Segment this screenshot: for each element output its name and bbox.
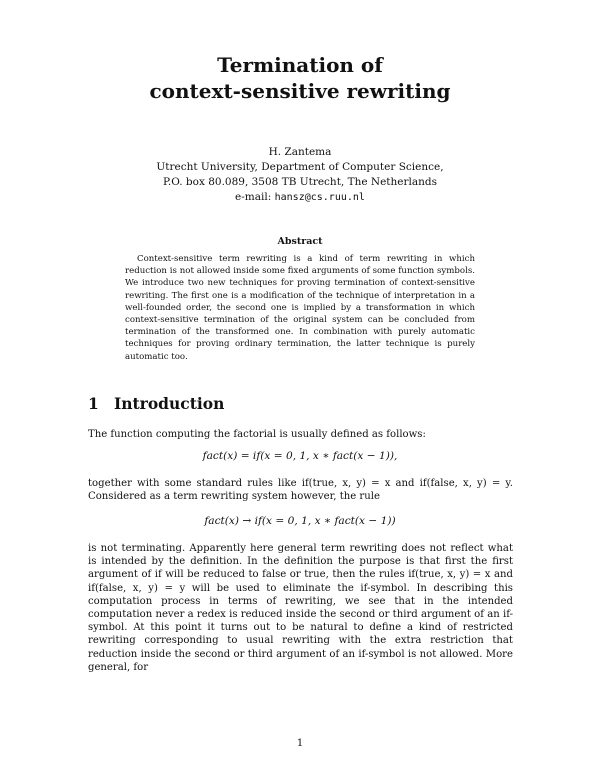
section-heading xyxy=(88,394,224,413)
formula-1: fact(x) = if(x = 0, 1, x ∗ fact(x − 1)), xyxy=(202,450,398,462)
author-affiliation: Utrecht University, Department of Computer Science, xyxy=(156,161,444,173)
abstract-text: Context-sensitive term rewriting is a kind of term rewriting in which reduction is not allowed inside some fixed arguments of some function symbols. We introduce two new techniques for proving termination of context-sensitive rewriting. The first one is a modification of the technique of interpretation in a well-founded order, the second one is implied by a transformation in which context-sensitive termination of the original system can be concluded from termination of the transformed one. In combination with purely automatic techniques for proving ordinary termination, the latter technique is purely automatic too. xyxy=(125,254,475,362)
author-email-line xyxy=(0,190,600,205)
paragraph-1: The function computing the factorial is usually defined as follows: xyxy=(88,429,426,440)
author-address: P.O. box 80.089, 3508 TB Utrecht, The Netherlands xyxy=(162,176,438,188)
email-label: e-mail: xyxy=(235,191,272,203)
section-title: Introduction xyxy=(114,394,225,413)
paragraph-2: together with some standard rules like if(true, x, y) = x and if(false, x, y) = y. Considered as a term rewriting system however, the rule xyxy=(88,478,513,503)
abstract-heading: Abstract xyxy=(277,236,323,247)
author-email: hansz@cs.ruu.nl xyxy=(274,192,365,203)
formula-2: fact(x) → if(x = 0, 1, x ∗ fact(x − 1)) xyxy=(204,515,396,527)
author-block xyxy=(0,145,600,205)
paper-title-line-1: Termination of xyxy=(217,53,383,77)
page-number: 1 xyxy=(296,738,304,749)
paper-title-line-2: context-sensitive rewriting xyxy=(149,79,451,103)
paragraph-3: is not terminating. Apparently here general term rewriting does not reflect what is intended by the definition. In the definition the purpose is that first the first argument of if will be reduced to false or true, then the rules if(true, x, y) = x and if(false, x, y) = y will be used to eliminate the if-symbol. In describing this computation process in terms of rewriting, we see that in the intended computation never a redex is reduced inside the second or third argument of an if-symbol. At this point it turns out to be natural to define a kind of restricted rewriting corresponding to usual rewriting with the extra restriction that reduction inside the second or third argument of an if-symbol is not allowed. More general, for xyxy=(88,543,513,673)
author-name: H. Zantema xyxy=(268,146,332,158)
section-number: 1 xyxy=(88,394,99,413)
